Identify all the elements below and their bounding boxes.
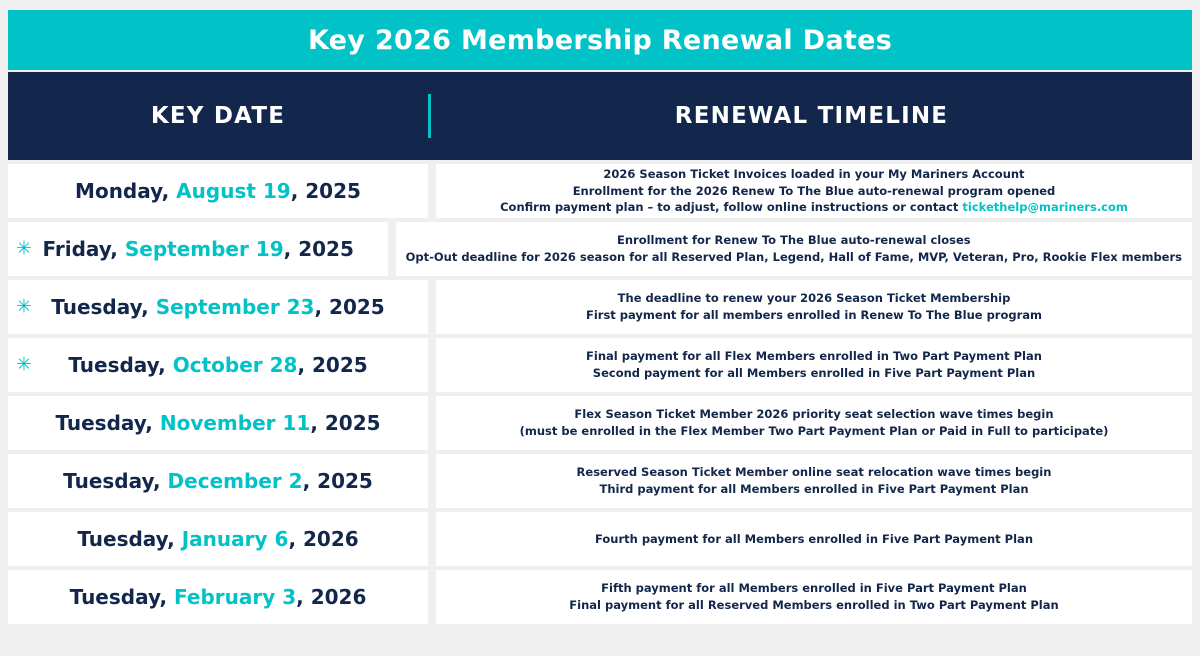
header-cell-key-date xyxy=(8,72,428,160)
key-date-weekday: Tuesday, xyxy=(51,295,156,319)
renewal-timeline-cell xyxy=(436,338,1192,392)
timeline-line: Final payment for all Reserved Members enrolled in Two Part Payment Plan xyxy=(569,598,1059,612)
table-row xyxy=(8,338,1192,392)
timeline-line: (must be enrolled in the Flex Member Two Part Payment Plan or Paid in Full to participate) xyxy=(519,424,1109,438)
column-gap xyxy=(428,570,436,624)
timeline-line: Flex Season Ticket Member 2026 priority seat selection wave times begin xyxy=(574,407,1054,422)
timeline-line: Fourth payment for all Members enrolled in Five Part Payment Plan xyxy=(594,531,1034,546)
key-date-text xyxy=(75,179,361,203)
key-date-monthday: August 19 xyxy=(176,179,291,203)
key-date-text xyxy=(77,527,358,551)
timeline-line: First payment for all members enrolled in Renew To The Blue program xyxy=(585,308,1043,322)
header-key-date-label: KEY DATE xyxy=(150,103,286,129)
key-date-cell xyxy=(8,570,428,624)
key-date-weekday: Tuesday, xyxy=(55,411,160,435)
key-date-monthday: December 2 xyxy=(167,469,303,493)
table-row xyxy=(8,570,1192,624)
key-date-text xyxy=(63,469,373,493)
key-date-monthday: October 28 xyxy=(172,353,298,377)
key-date-year: , 2025 xyxy=(302,469,373,493)
key-date-year: , 2025 xyxy=(283,237,354,261)
star-icon: ✳ xyxy=(16,353,32,376)
timeline-line: Second payment for all Members enrolled in Five Part Payment Plan xyxy=(592,366,1036,380)
timeline-line: Reserved Season Ticket Member online seat relocation wave times begin xyxy=(576,465,1052,480)
star-icon: ✳ xyxy=(16,295,32,318)
table-body xyxy=(8,164,1192,624)
key-date-monthday: September 23 xyxy=(155,295,315,319)
renewal-timeline-cell xyxy=(436,512,1192,566)
key-date-text xyxy=(70,585,367,609)
key-date-cell xyxy=(8,280,428,334)
timeline-line: Confirm payment plan – to adjust, follow online instructions or contact tickethelp@mariners.com xyxy=(500,200,1128,215)
key-date-year: , 2025 xyxy=(290,179,361,203)
key-date-weekday: Friday, xyxy=(42,237,125,261)
column-gap xyxy=(388,222,395,276)
key-date-text xyxy=(51,295,384,319)
key-date-year: , 2025 xyxy=(297,353,368,377)
key-date-weekday: Tuesday, xyxy=(77,527,182,551)
key-date-weekday: Tuesday, xyxy=(63,469,168,493)
key-date-weekday: Tuesday, xyxy=(69,585,175,609)
table-row xyxy=(8,512,1192,566)
renewal-timeline-cell xyxy=(436,164,1192,218)
table-row xyxy=(8,454,1192,508)
page-title: Key 2026 Membership Renewal Dates xyxy=(307,24,893,56)
key-date-text xyxy=(55,411,380,435)
support-email-link[interactable]: tickethelp@mariners.com xyxy=(962,200,1128,215)
table-row xyxy=(8,396,1192,450)
key-date-weekday: Monday, xyxy=(75,179,177,203)
header-renewal-timeline-label: RENEWAL TIMELINE xyxy=(674,103,949,129)
key-date-cell xyxy=(8,454,428,508)
key-date-year: , 2025 xyxy=(314,295,385,319)
key-date-cell xyxy=(8,512,428,566)
timeline-line: Opt-Out deadline for 2026 season for all Reserved Plan, Legend, Hall of Fame, MVP, Veteran, Pro, Rookie Flex members xyxy=(405,250,1182,264)
header-cell-renewal-timeline xyxy=(431,72,1192,160)
table-header-row xyxy=(8,72,1192,160)
column-gap xyxy=(428,338,436,392)
key-date-cell xyxy=(8,338,428,392)
key-date-cell xyxy=(8,164,428,218)
renewal-timeline-cell xyxy=(436,454,1192,508)
page-title-bar xyxy=(8,10,1192,70)
column-gap xyxy=(428,512,436,566)
key-date-monthday: September 19 xyxy=(124,237,284,261)
timeline-line: Final payment for all Flex Members enrolled in Two Part Payment Plan xyxy=(586,349,1042,364)
table-row xyxy=(8,164,1192,218)
column-gap xyxy=(428,454,436,508)
key-date-weekday: Tuesday, xyxy=(68,353,173,377)
key-date-monthday: January 6 xyxy=(181,527,289,551)
key-date-text xyxy=(68,353,367,377)
renewal-timeline-cell xyxy=(396,222,1192,276)
key-date-year: , 2025 xyxy=(310,411,381,435)
key-date-year: , 2026 xyxy=(296,585,367,609)
renewal-timeline-cell xyxy=(436,280,1192,334)
star-icon: ✳ xyxy=(16,237,32,260)
timeline-line: The deadline to renew your 2026 Season Ticket Membership xyxy=(617,291,1011,306)
key-date-year: , 2026 xyxy=(288,527,359,551)
key-date-cell xyxy=(8,396,428,450)
key-date-monthday: February 3 xyxy=(174,585,297,609)
timeline-line: Third payment for all Members enrolled in Five Part Payment Plan xyxy=(599,482,1029,496)
timeline-line: 2026 Season Ticket Invoices loaded in your My Mariners Account xyxy=(603,167,1025,181)
table-row xyxy=(8,280,1192,334)
renewal-timeline-cell xyxy=(436,570,1192,624)
column-gap xyxy=(428,280,436,334)
timeline-line: Enrollment for the 2026 Renew To The Blue auto-renewal program opened xyxy=(572,183,1056,198)
key-date-cell xyxy=(8,222,388,276)
timeline-line: Fifth payment for all Members enrolled in Five Part Payment Plan xyxy=(601,581,1027,596)
table-row xyxy=(8,222,1192,276)
column-gap xyxy=(428,396,436,450)
column-gap xyxy=(428,164,436,218)
timeline-line: Enrollment for Renew To The Blue auto-renewal closes xyxy=(617,233,971,248)
renewal-timeline-cell xyxy=(436,396,1192,450)
key-date-text xyxy=(43,237,354,261)
key-date-monthday: November 11 xyxy=(159,411,311,435)
